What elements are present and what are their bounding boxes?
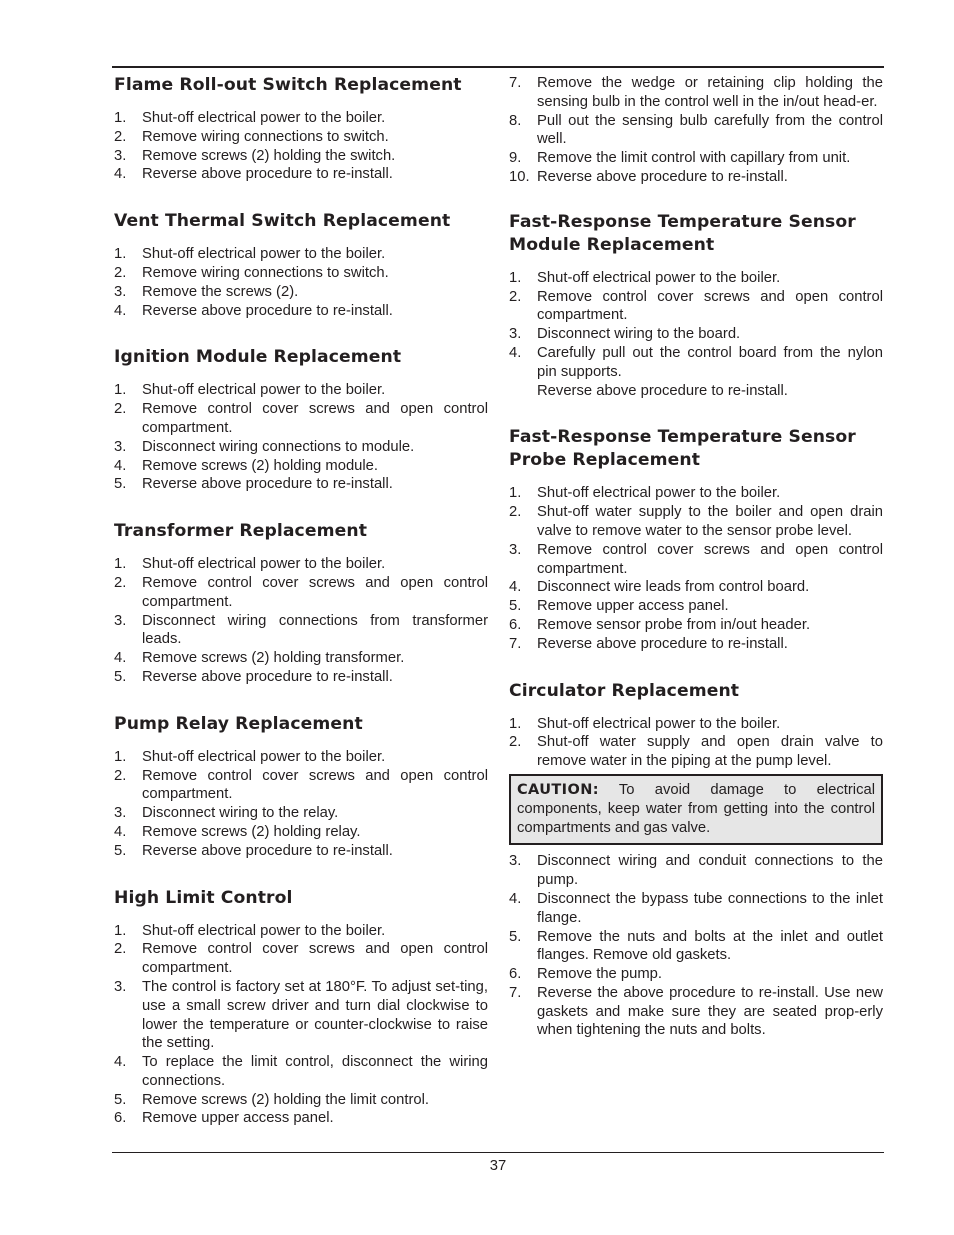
list-item: 4. To replace the limit control, disconnect the wiring connections. [114,1054,488,1089]
section-title: Pump Relay Replacement [114,713,363,734]
left-column [114,74,488,1154]
step-list [114,381,488,494]
section-fast-response-module [509,211,883,401]
list-item: 7. Reverse the above procedure to re-install. Use new gaskets and make sure they are seated prop-erly when tightening the nuts and bolts. [509,984,883,1039]
caution-box [509,774,883,845]
caution-text: To avoid damage to electrical components, keep water from getting into the control compartments and gas valve. [517,781,876,836]
section-pump-relay [114,713,488,861]
section-title: Fast-Response Temperature Sensor Probe Replacement [509,427,856,471]
list-item: 4. Disconnect the bypass tube connections to the inlet flange. [509,890,883,926]
section-circulator [509,680,883,1041]
section-title: Ignition Module Replacement [114,347,402,368]
list-item: 5. Remove upper access panel. [509,598,729,615]
list-item: 1. Shut-off electrical power to the boiler. [114,246,386,263]
list-item: 1. Shut-off electrical power to the boiler. [509,715,781,732]
list-item: 3. Disconnect wiring connections from transformer leads. [114,612,488,648]
list-item: 3. Disconnect wiring connections to module. [114,438,415,455]
section-ignition-module [114,346,488,494]
list-item: 6. Remove sensor probe from in/out header. [509,616,811,633]
step-list [509,269,883,401]
list-item: 1. Shut-off electrical power to the boiler. [509,269,781,286]
list-item: 7. Reverse above procedure to re-install. [509,635,788,652]
step-list [114,748,488,861]
list-item: 4. Remove screws (2) holding relay. [114,823,361,840]
step-list [114,555,488,687]
list-item: 3. Remove control cover screws and open control compartment. [509,541,883,577]
section-title: Transformer Replacement [114,521,368,542]
list-item: 5. Remove the nuts and bolts at the inlet and outlet flanges. Remove old gaskets. [509,928,883,964]
step-list [509,715,883,771]
list-item: 1. Shut-off electrical power to the boiler. [509,485,781,502]
list-item: 4. Reverse above procedure to re-install. [114,166,393,183]
section-title: Circulator Replacement [509,680,740,701]
list-item: 2. Remove wiring connections to switch. [114,264,389,281]
section-transformer [114,520,488,687]
list-item: 2. Shut-off water supply to the boiler and open drain valve to remove water to the sensor probe level. [509,504,883,539]
list-item: 3. Disconnect wiring to the board. [509,326,741,343]
list-item: 2. Remove control cover screws and open control compartment. [114,401,488,436]
caution-label: CAUTION: [517,781,599,798]
section-title: Vent Thermal Switch Replacement [114,211,451,232]
list-item: 7. Remove the wedge or retaining clip holding the sensing bulb in the control well in the in/out head-er. [509,75,883,110]
list-item: 1. Shut-off electrical power to the boiler. [114,382,386,399]
list-item: 3. Remove the screws (2). [114,283,299,300]
list-item: 1. Shut-off electrical power to the boiler. [114,922,386,939]
section-flame-rollout [114,74,488,184]
list-item: 5. Reverse above procedure to re-install. [114,842,393,859]
list-item: 3. The control is factory set at 180°F. To adjust set-ting, use a small screw driver and turn dial clockwise to lower the temperature or counter-clockwise to raise the setting. [114,978,488,1052]
list-item: 1. Shut-off electrical power to the boiler. [114,556,386,573]
list-item: 4. Reverse above procedure to re-install. [114,302,393,319]
list-item: 2. Remove control cover screws and open control compartment. [509,288,883,324]
list-item: 5. Reverse above procedure to re-install. [114,668,393,685]
section-title: Flame Roll-out Switch Replacement [114,75,462,95]
step-list [114,109,488,184]
list-item: 6. Remove upper access panel. [114,1110,334,1127]
list-item: 2. Shut-off water supply and open drain valve to remove water in the piping at the pump level. [509,734,883,770]
step-list [114,245,488,320]
step-list [509,484,883,653]
list-item: 5. Remove screws (2) holding the limit control. [114,1091,430,1108]
section-fast-response-probe [509,426,883,653]
section-high-limit [114,887,488,1129]
list-item: 3. Remove screws (2) holding the switch. [114,147,396,164]
list-item: 1. Shut-off electrical power to the boiler. [114,110,386,126]
list-item: 3. Disconnect wiring to the relay. [114,805,339,822]
continuation-text: Reverse above procedure to re-install. [537,382,788,399]
section-vent-thermal [114,210,488,320]
list-item: 2. Remove control cover screws and open control compartment. [114,941,488,977]
bottom-rule [112,1152,884,1153]
section-title: High Limit Control [114,887,293,908]
list-item: 4. Carefully pull out the control board from the nylon pin supports. Reverse above procedure to re-install. [509,344,883,399]
right-column [509,74,883,1066]
list-item: 6. Remove the pump. [509,966,663,983]
top-rule [112,66,884,68]
list-item: 3. Disconnect wiring and conduit connections to the pump. [509,853,883,889]
page-number: 37 [489,1158,507,1174]
list-item: 2. Remove control cover screws and open control compartment. [114,574,488,610]
section-title: Fast-Response Temperature Sensor Module Replacement [509,211,856,255]
step-list [509,852,883,1040]
list-item: 1. Shut-off electrical power to the boiler. [114,748,386,765]
high-limit-continued [509,74,883,187]
step-list [509,74,883,187]
list-item: 4. Remove screws (2) holding transformer. [114,650,405,667]
list-item: 8. Pull out the sensing bulb carefully from the control well. [509,112,883,148]
list-item: 10. Reverse above procedure to re-install. [509,168,788,185]
list-item: 2. Remove control cover screws and open control compartment. [114,767,488,803]
list-item: 4. Disconnect wire leads from control board. [509,579,810,596]
list-item: 4. Remove screws (2) holding module. [114,457,379,474]
step-list [114,922,488,1129]
list-item: 2. Remove wiring connections to switch. [114,128,389,145]
list-item: 5. Reverse above procedure to re-install. [114,476,393,493]
list-item: 9. Remove the limit control with capillary from unit. [509,150,851,167]
